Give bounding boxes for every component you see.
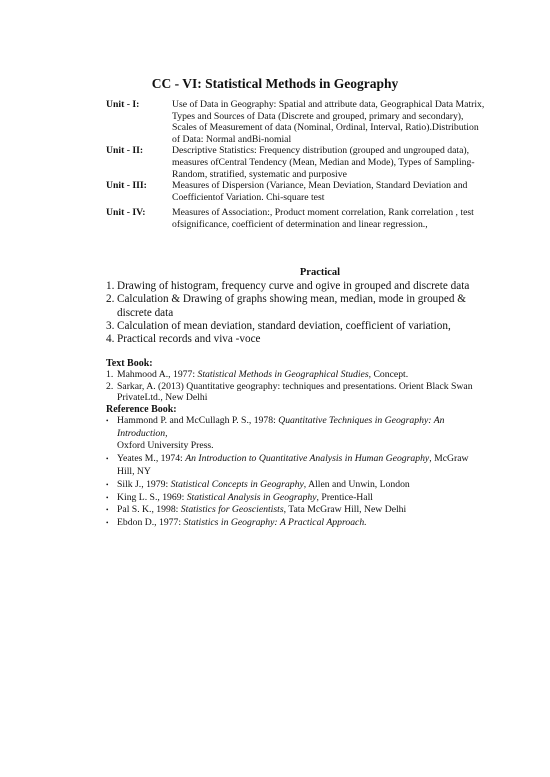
bullet-icon: • xyxy=(106,519,109,528)
unit-text: Measures of Dispersion (Variance, Mean Deviation, Standard Deviation and Coefficientof Variation. Chi-square test xyxy=(172,180,468,203)
list-item xyxy=(106,492,486,505)
reference-book-list xyxy=(106,415,486,530)
unit-text: Measures of Association:, Product moment correlation, Rank correlation , test ofsignificance, coefficient of determination and linear regression., xyxy=(172,207,474,230)
item-text: Mahmood A., 1977: Statistical Methods in Geographical Studies, Concept. xyxy=(117,369,409,380)
unit-text: Use of Data in Geography: Spatial and attribute data, Geographical Data Matrix, Types and Sources of Data (Discrete and grouped, primary and secondary), Scales of Measurement of data (Nominal, Ordinal, Interval, Ratio).Distribution of Data: Normal andBi-nomial xyxy=(172,99,485,145)
unit-row xyxy=(106,180,486,203)
unit-text: Descriptive Statistics: Frequency distribution (grouped and ungrouped data), measures ofCentral Tendency (Mean, Median and Mode), Types of Sampling-Random, stratified, systematic and purposive xyxy=(172,145,475,180)
item-text: Hammond P. and McCullagh P. S., 1978: Quantitative Techniques in Geography: An Introduction, Oxford University Press. xyxy=(117,414,445,452)
list-item xyxy=(106,517,486,530)
item-number: 3. xyxy=(106,319,115,332)
unit-row xyxy=(106,207,486,230)
unit-label: Unit - I: xyxy=(106,99,140,110)
text-book-heading: Text Book: xyxy=(106,358,153,369)
list-item xyxy=(106,453,486,479)
item-number: 1. xyxy=(106,369,114,380)
list-item xyxy=(106,415,486,453)
list-item xyxy=(106,293,476,320)
list-item xyxy=(106,479,486,492)
list-item xyxy=(106,504,486,517)
list-item xyxy=(106,369,486,381)
item-text: Silk J., 1979: Statistical Concepts in Geography, Allen and Unwin, London xyxy=(117,478,410,490)
list-item xyxy=(106,333,476,346)
unit-row xyxy=(106,99,486,145)
item-text: Yeates M., 1974: An Introduction to Quantitative Analysis in Human Geography, McGraw Hill, NY xyxy=(117,453,469,477)
bullet-icon: • xyxy=(106,455,109,464)
page-title: CC - VI: Statistical Methods in Geography xyxy=(151,76,399,91)
item-number: 1. xyxy=(106,280,115,292)
unit-label: Unit - II: xyxy=(106,145,144,157)
item-number: 2. xyxy=(106,293,115,306)
item-text: Ebdon D., 1977: Statistics in Geography: A Practical Approach. xyxy=(117,517,367,529)
practical-heading: Practical xyxy=(299,267,341,278)
item-text: Drawing of histogram, frequency curve and ogive in grouped and discrete data xyxy=(117,280,470,292)
bullet-icon: • xyxy=(106,493,109,502)
item-text: King L. S., 1969: Statistical Analysis in Geography, Prentice-Hall xyxy=(117,491,373,503)
item-number: 4. xyxy=(106,333,115,346)
list-item xyxy=(106,280,476,293)
list-item xyxy=(106,381,486,404)
books-section xyxy=(106,358,486,530)
bullet-icon: • xyxy=(106,480,109,489)
bullet-icon: • xyxy=(106,506,109,515)
unit-row xyxy=(106,145,486,180)
reference-book-heading: Reference Book: xyxy=(106,403,177,415)
practical-list xyxy=(106,280,476,346)
item-number: 2. xyxy=(106,380,114,392)
item-text: Practical records and viva -voce xyxy=(117,333,261,346)
item-text: Pal S. K., 1998: Statistics for Geoscientists, Tata McGraw Hill, New Delhi xyxy=(117,504,407,516)
units-list xyxy=(106,99,486,231)
item-text: Calculation of mean deviation, standard deviation, coefficient of variation, xyxy=(117,319,451,332)
text-book-list xyxy=(106,369,486,404)
item-text: Calculation & Drawing of graphs showing mean, median, mode in grouped & discrete data xyxy=(117,293,466,319)
unit-label: Unit - III: xyxy=(106,180,147,192)
bullet-icon: • xyxy=(106,416,109,425)
list-item xyxy=(106,320,476,333)
item-text: Sarkar, A. (2013) Quantitative geography: techniques and presentations. Orient Black Swan PrivateLtd., New Delhi xyxy=(117,380,473,404)
unit-label: Unit - IV: xyxy=(106,207,146,219)
